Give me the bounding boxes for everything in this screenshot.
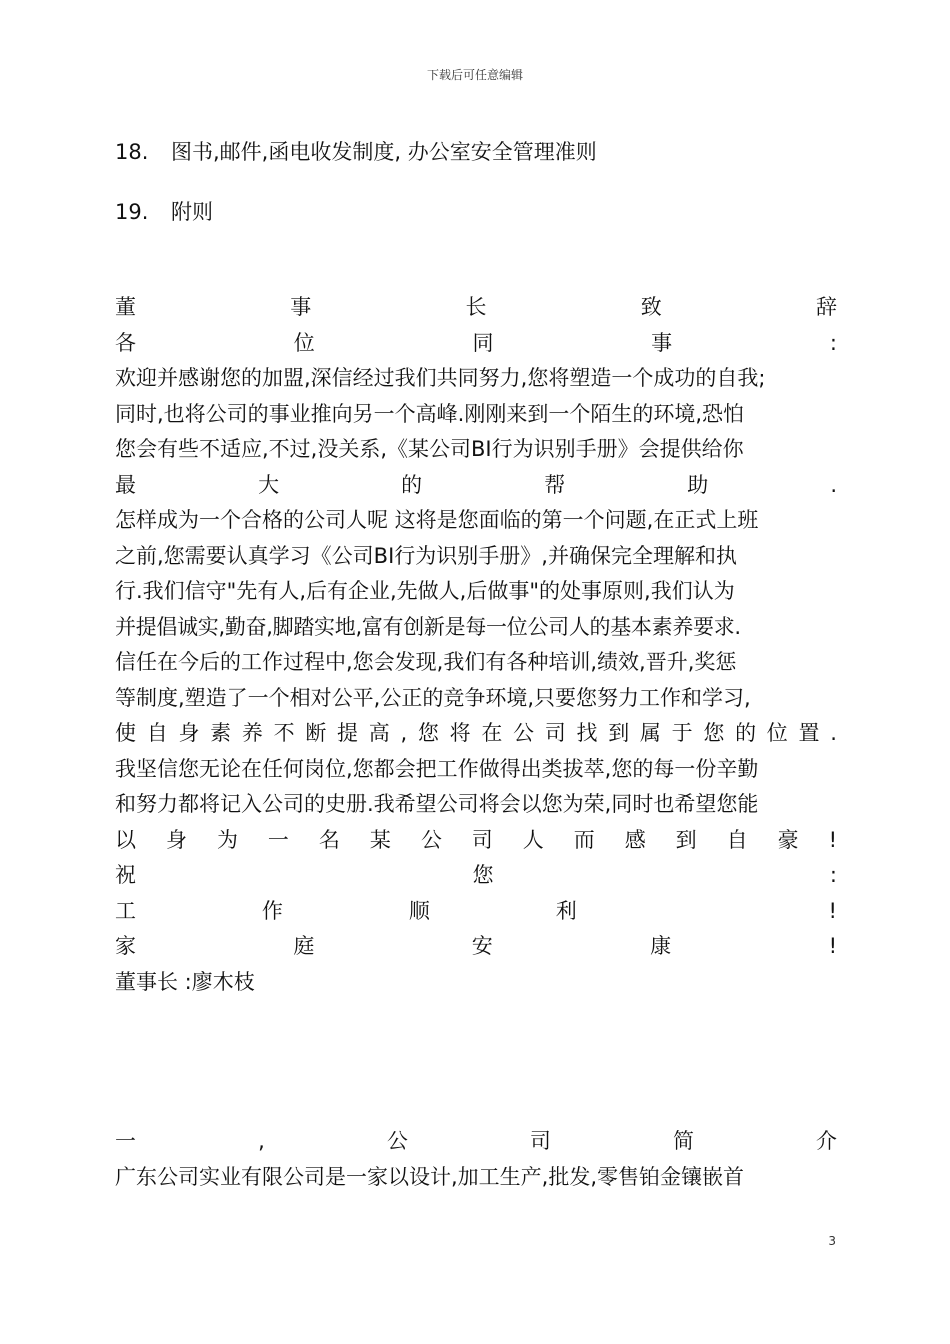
- justified-char: 到: [675, 827, 697, 852]
- justified-char: 而: [573, 827, 595, 852]
- justified-char: 简: [672, 1129, 694, 1153]
- justified-char: 您: [472, 863, 494, 887]
- justified-char: 自: [146, 721, 168, 745]
- justified-char: 事: [651, 330, 673, 355]
- letter-line: 我坚信您无论在任何岗位,您都会把工作做得出类拔萃,您的每一份辛勤: [115, 756, 759, 781]
- justified-char: 助: [687, 472, 709, 497]
- letter-line: 之前,您需要认真学习《公司BI行为识别手册》,并确保完全理解和执: [115, 543, 737, 568]
- toc-title: 附则: [171, 200, 213, 224]
- justified-char: 最: [115, 472, 136, 497]
- justified-char: ,: [258, 1129, 265, 1153]
- justified-char: 司: [544, 721, 566, 745]
- justified-char: 于: [671, 721, 693, 745]
- justified-char: 长: [465, 295, 487, 319]
- letter-line: 和努力都将记入公司的史册.我希望公司将会以您为荣,同时也希望您能: [115, 792, 759, 816]
- justified-char: 养: [241, 721, 263, 745]
- letter-wish-family: [115, 929, 837, 965]
- intro-heading: [115, 1124, 837, 1160]
- justified-char: 作: [261, 898, 283, 923]
- justified-char: 一: [115, 1129, 136, 1153]
- justified-char: 属: [639, 721, 661, 745]
- letter-signature: 董事长 :廖木枝: [115, 969, 255, 994]
- letter-line: 信任在今后的工作过程中,您会发现,我们有各种培训,绩效,晋升,奖惩: [115, 650, 737, 674]
- page-header: 下载后可任意编辑: [426, 68, 523, 82]
- justified-char: 祝: [115, 863, 136, 887]
- justified-char: 您: [417, 721, 439, 745]
- justified-char: 工: [115, 898, 136, 923]
- justified-char: 到: [608, 721, 630, 745]
- justified-char: 公: [386, 1129, 408, 1153]
- justified-char: 致: [640, 295, 662, 319]
- justified-char: 康: [650, 934, 672, 958]
- justified-char: :: [829, 863, 837, 887]
- justified-char: 为: [216, 827, 238, 852]
- justified-char: 在: [481, 721, 503, 745]
- toc-title: 图书,邮件,函电收发制度, 办公室安全管理准则: [171, 140, 597, 164]
- justified-char: !: [828, 827, 837, 852]
- toc-number: 19.: [115, 200, 149, 224]
- justified-char: 一: [267, 827, 289, 852]
- toc-item-19: [115, 196, 213, 226]
- justified-char: 大: [258, 472, 280, 497]
- justified-char: ,: [400, 721, 408, 745]
- justified-char: 豪: [777, 827, 799, 852]
- justified-char: 人: [522, 827, 544, 852]
- justified-char: 顺: [408, 898, 430, 923]
- justified-char: 某: [369, 827, 391, 852]
- justified-char: :: [829, 330, 837, 355]
- toc-item-18: [115, 136, 597, 166]
- justified-char: 您: [703, 721, 725, 745]
- justified-char: 董: [115, 295, 136, 319]
- letter-line-justified: [115, 716, 837, 752]
- justified-char: 身: [165, 827, 187, 852]
- justified-char: 庭: [293, 934, 315, 958]
- justified-char: 公: [420, 827, 442, 852]
- justified-char: 介: [816, 1129, 837, 1153]
- justified-char: 提: [337, 721, 359, 745]
- justified-char: 辞: [816, 295, 837, 319]
- justified-char: 的: [735, 721, 757, 745]
- justified-char: 同: [472, 330, 494, 355]
- justified-char: !: [828, 934, 837, 958]
- justified-char: 的: [401, 472, 423, 497]
- justified-char: 高: [368, 721, 390, 745]
- justified-char: 不: [273, 721, 295, 745]
- justified-char: 名: [318, 827, 340, 852]
- page-number: 3: [828, 1234, 836, 1248]
- letter-wish: [115, 858, 837, 894]
- justified-char: 司: [529, 1129, 551, 1153]
- justified-char: 置: [798, 721, 820, 745]
- justified-char: 家: [115, 934, 136, 958]
- toc-number: 18.: [115, 140, 149, 164]
- letter-line: 并提倡诚实,勤奋,脚踏实地,富有创新是每一位公司人的基本素养要求.: [115, 614, 741, 639]
- justified-char: 各: [115, 330, 136, 355]
- justified-char: .: [830, 721, 837, 745]
- justified-char: 以: [115, 827, 136, 852]
- justified-char: 事: [290, 295, 312, 319]
- letter-line: 等制度,塑造了一个相对公平,公正的竞争环境,只要您努力工作和学习,: [115, 685, 751, 710]
- justified-char: .: [830, 472, 837, 497]
- letter-title: [115, 290, 837, 326]
- letter-line: 欢迎并感谢您的加盟,深信经过我们共同努力,您将塑造一个成功的自我;: [115, 366, 766, 390]
- intro-line: 广东公司实业有限公司是一家以设计,加工生产,批发,零售铂金镶嵌首: [115, 1164, 745, 1189]
- letter-line: 同时,也将公司的事业推向另一个高峰.刚刚来到一个陌生的环境,恐怕: [115, 401, 745, 426]
- company-intro: [115, 1124, 837, 1195]
- justified-char: !: [828, 898, 837, 923]
- justified-char: 公: [513, 721, 535, 745]
- letter-line-justified: [115, 823, 837, 859]
- justified-char: 素: [210, 721, 232, 745]
- justified-char: 利: [555, 898, 577, 923]
- justified-char: 位: [766, 721, 788, 745]
- justified-char: 断: [305, 721, 327, 745]
- justified-char: 帮: [544, 472, 566, 497]
- justified-char: 身: [178, 721, 200, 745]
- letter-line: 怎样成为一个合格的公司人呢 这将是您面临的第一个问题,在正式上班: [115, 508, 759, 532]
- justified-char: 感: [624, 827, 646, 852]
- letter-salutation: [115, 326, 837, 362]
- justified-char: 位: [293, 330, 315, 355]
- letter-line: 您会有些不适应,不过,没关系,《某公司BI行为识别手册》会提供给你: [115, 437, 744, 461]
- justified-char: 自: [726, 827, 748, 852]
- letter-wish-work: [115, 894, 837, 930]
- justified-char: 使: [115, 721, 136, 745]
- justified-char: 司: [471, 827, 493, 852]
- justified-char: 安: [471, 934, 493, 958]
- chairman-letter: [115, 290, 837, 1000]
- letter-line-justified: [115, 468, 837, 504]
- justified-char: 将: [449, 721, 471, 745]
- justified-char: 找: [576, 721, 598, 745]
- letter-line: 行.我们信守"先有人,后有企业,先做人,后做事"的处事原则,我们认为: [115, 579, 735, 603]
